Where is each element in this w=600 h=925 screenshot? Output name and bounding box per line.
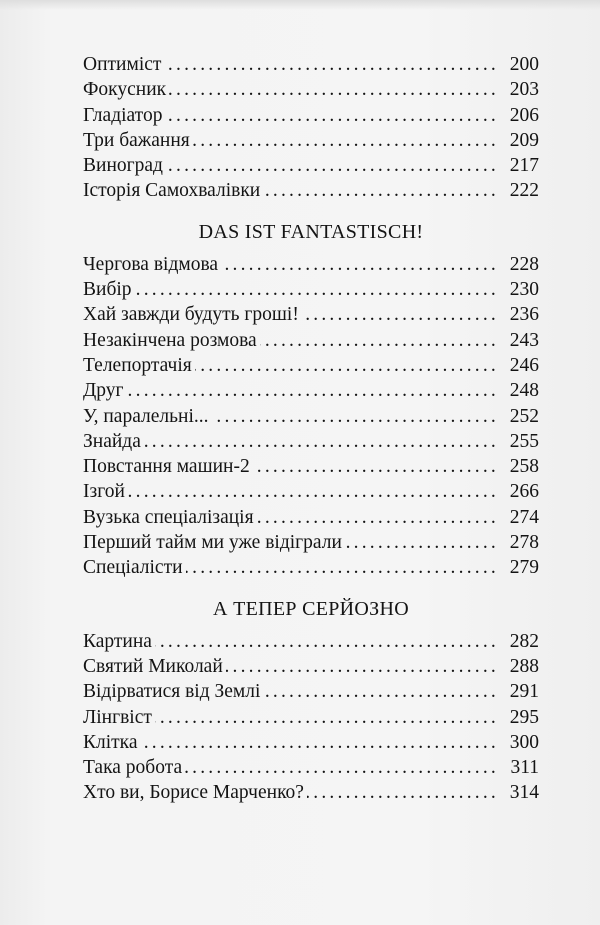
entry-title: Хто ви, Борисе Марченко? — [83, 782, 304, 804]
toc-entry — [83, 353, 539, 378]
entry-page-number: 200 — [509, 54, 539, 75]
toc-entry — [83, 555, 539, 580]
section-heading: DAS IST FANTASTISCH! — [198, 220, 424, 243]
entry-title: Незакінчена розмова — [83, 329, 257, 351]
toc-entry — [83, 52, 539, 77]
toc-entry — [83, 328, 539, 353]
entry-title: Така робота — [83, 757, 183, 779]
toc-entry — [83, 679, 539, 704]
entry-page-number: 246 — [509, 354, 539, 376]
dot-leader — [186, 555, 499, 580]
entry-title: Три бажання — [83, 129, 190, 151]
entry-page-number: 278 — [509, 532, 539, 554]
dot-leader — [135, 277, 499, 302]
toc-section — [83, 594, 539, 806]
entry-title: Повстання машин-2 — [83, 456, 250, 478]
entry-title: Гладіатор — [83, 104, 163, 126]
dot-leader — [263, 178, 499, 203]
entry-title: Лінгвіст — [83, 706, 152, 728]
toc-entry — [83, 252, 539, 277]
dot-leader — [302, 302, 499, 327]
dot-leader — [128, 479, 499, 504]
entry-title: Святий Миколай — [83, 655, 223, 677]
entry-page-number: 255 — [509, 430, 539, 452]
toc-entry — [83, 454, 539, 479]
entry-title: Хай завжди будуть гроші! — [83, 304, 299, 326]
entry-title: Перший тайм ми уже відіграли — [83, 532, 342, 554]
entry-title: Чергова відмова — [83, 253, 219, 275]
dot-leader — [257, 505, 499, 530]
dot-leader — [195, 353, 499, 378]
page-edge-shadow — [0, 0, 600, 10]
dot-leader — [212, 404, 499, 429]
entry-title: Історія Самохвалівки — [83, 180, 261, 202]
toc-entry — [83, 277, 539, 302]
dot-leader — [185, 755, 499, 780]
toc-entry — [83, 755, 539, 780]
table-of-contents — [83, 52, 539, 806]
entry-page-number: 206 — [509, 104, 539, 126]
toc-entry — [83, 128, 539, 153]
toc-entry — [83, 378, 539, 403]
dot-leader — [127, 378, 499, 403]
entry-page-number: 248 — [509, 380, 539, 402]
toc-section — [83, 52, 539, 204]
dot-leader — [260, 328, 499, 353]
dot-leader — [263, 679, 499, 704]
entry-page-number: 274 — [509, 506, 539, 528]
dot-leader — [226, 654, 499, 679]
entry-page-number: 228 — [509, 253, 539, 275]
dot-leader — [141, 730, 499, 755]
entry-title: Спеціалісти — [83, 557, 183, 579]
entry-title: Оптиміст — [83, 54, 162, 75]
entry-page-number: 243 — [509, 329, 539, 351]
entry-title: Клітка — [83, 731, 138, 753]
entry-page-number: 282 — [509, 630, 539, 652]
entry-title: Відірватися від Землі — [83, 681, 261, 703]
dot-leader — [166, 153, 499, 178]
entry-page-number: 222 — [509, 180, 539, 202]
entry-page-number: 314 — [509, 782, 539, 804]
entry-page-number: 291 — [509, 681, 539, 703]
dot-leader — [155, 629, 499, 654]
toc-entry — [83, 629, 539, 654]
toc-entry — [83, 103, 539, 128]
entry-title: Телепортачія — [83, 354, 192, 376]
toc-entry — [83, 780, 539, 805]
toc-entry — [83, 429, 539, 454]
entry-page-number: 203 — [509, 79, 539, 101]
entry-page-number: 266 — [509, 481, 539, 503]
toc-entry — [83, 178, 539, 203]
toc-entry — [83, 505, 539, 530]
dot-leader — [193, 128, 499, 153]
toc-entry — [83, 479, 539, 504]
toc-entry — [83, 153, 539, 178]
dot-leader — [169, 77, 499, 102]
dot-leader — [221, 252, 499, 277]
toc-entry — [83, 705, 539, 730]
dot-leader — [253, 454, 499, 479]
dot-leader — [165, 103, 499, 128]
entry-title: Знайда — [83, 430, 141, 452]
toc-section — [83, 217, 539, 581]
entry-page-number: 217 — [509, 155, 539, 177]
entry-page-number: 252 — [509, 405, 539, 427]
entry-page-number: 300 — [509, 731, 539, 753]
entry-title: Фокусник — [83, 79, 167, 101]
dot-leader — [164, 52, 499, 77]
entry-page-number: 311 — [510, 757, 539, 779]
entry-title: Друг — [83, 380, 124, 402]
dot-leader — [307, 780, 499, 805]
entry-page-number: 288 — [509, 655, 539, 677]
dot-leader — [345, 530, 499, 555]
entry-page-number: 295 — [509, 706, 539, 728]
entry-title: Ізгой — [83, 481, 125, 503]
entry-page-number: 209 — [509, 129, 539, 151]
toc-entry — [83, 730, 539, 755]
toc-entry — [83, 404, 539, 429]
entry-title: Виноград — [83, 155, 163, 177]
section-heading: А ТЕПЕР СЕРЙОЗНО — [213, 597, 409, 620]
entry-title: Вибір — [83, 279, 132, 301]
entry-page-number: 279 — [509, 557, 539, 579]
entry-page-number: 258 — [509, 456, 539, 478]
toc-entry — [83, 654, 539, 679]
entry-title: Картина — [83, 630, 152, 652]
dot-leader — [144, 429, 499, 454]
toc-entry — [83, 530, 539, 555]
dot-leader — [155, 705, 499, 730]
entry-page-number: 230 — [509, 279, 539, 301]
entry-page-number: 236 — [509, 304, 539, 326]
toc-entry — [83, 77, 539, 102]
toc-entry — [83, 302, 539, 327]
entry-title: Вузька спеціалізація — [83, 506, 254, 528]
entry-title: У, паралельні... — [83, 405, 209, 427]
